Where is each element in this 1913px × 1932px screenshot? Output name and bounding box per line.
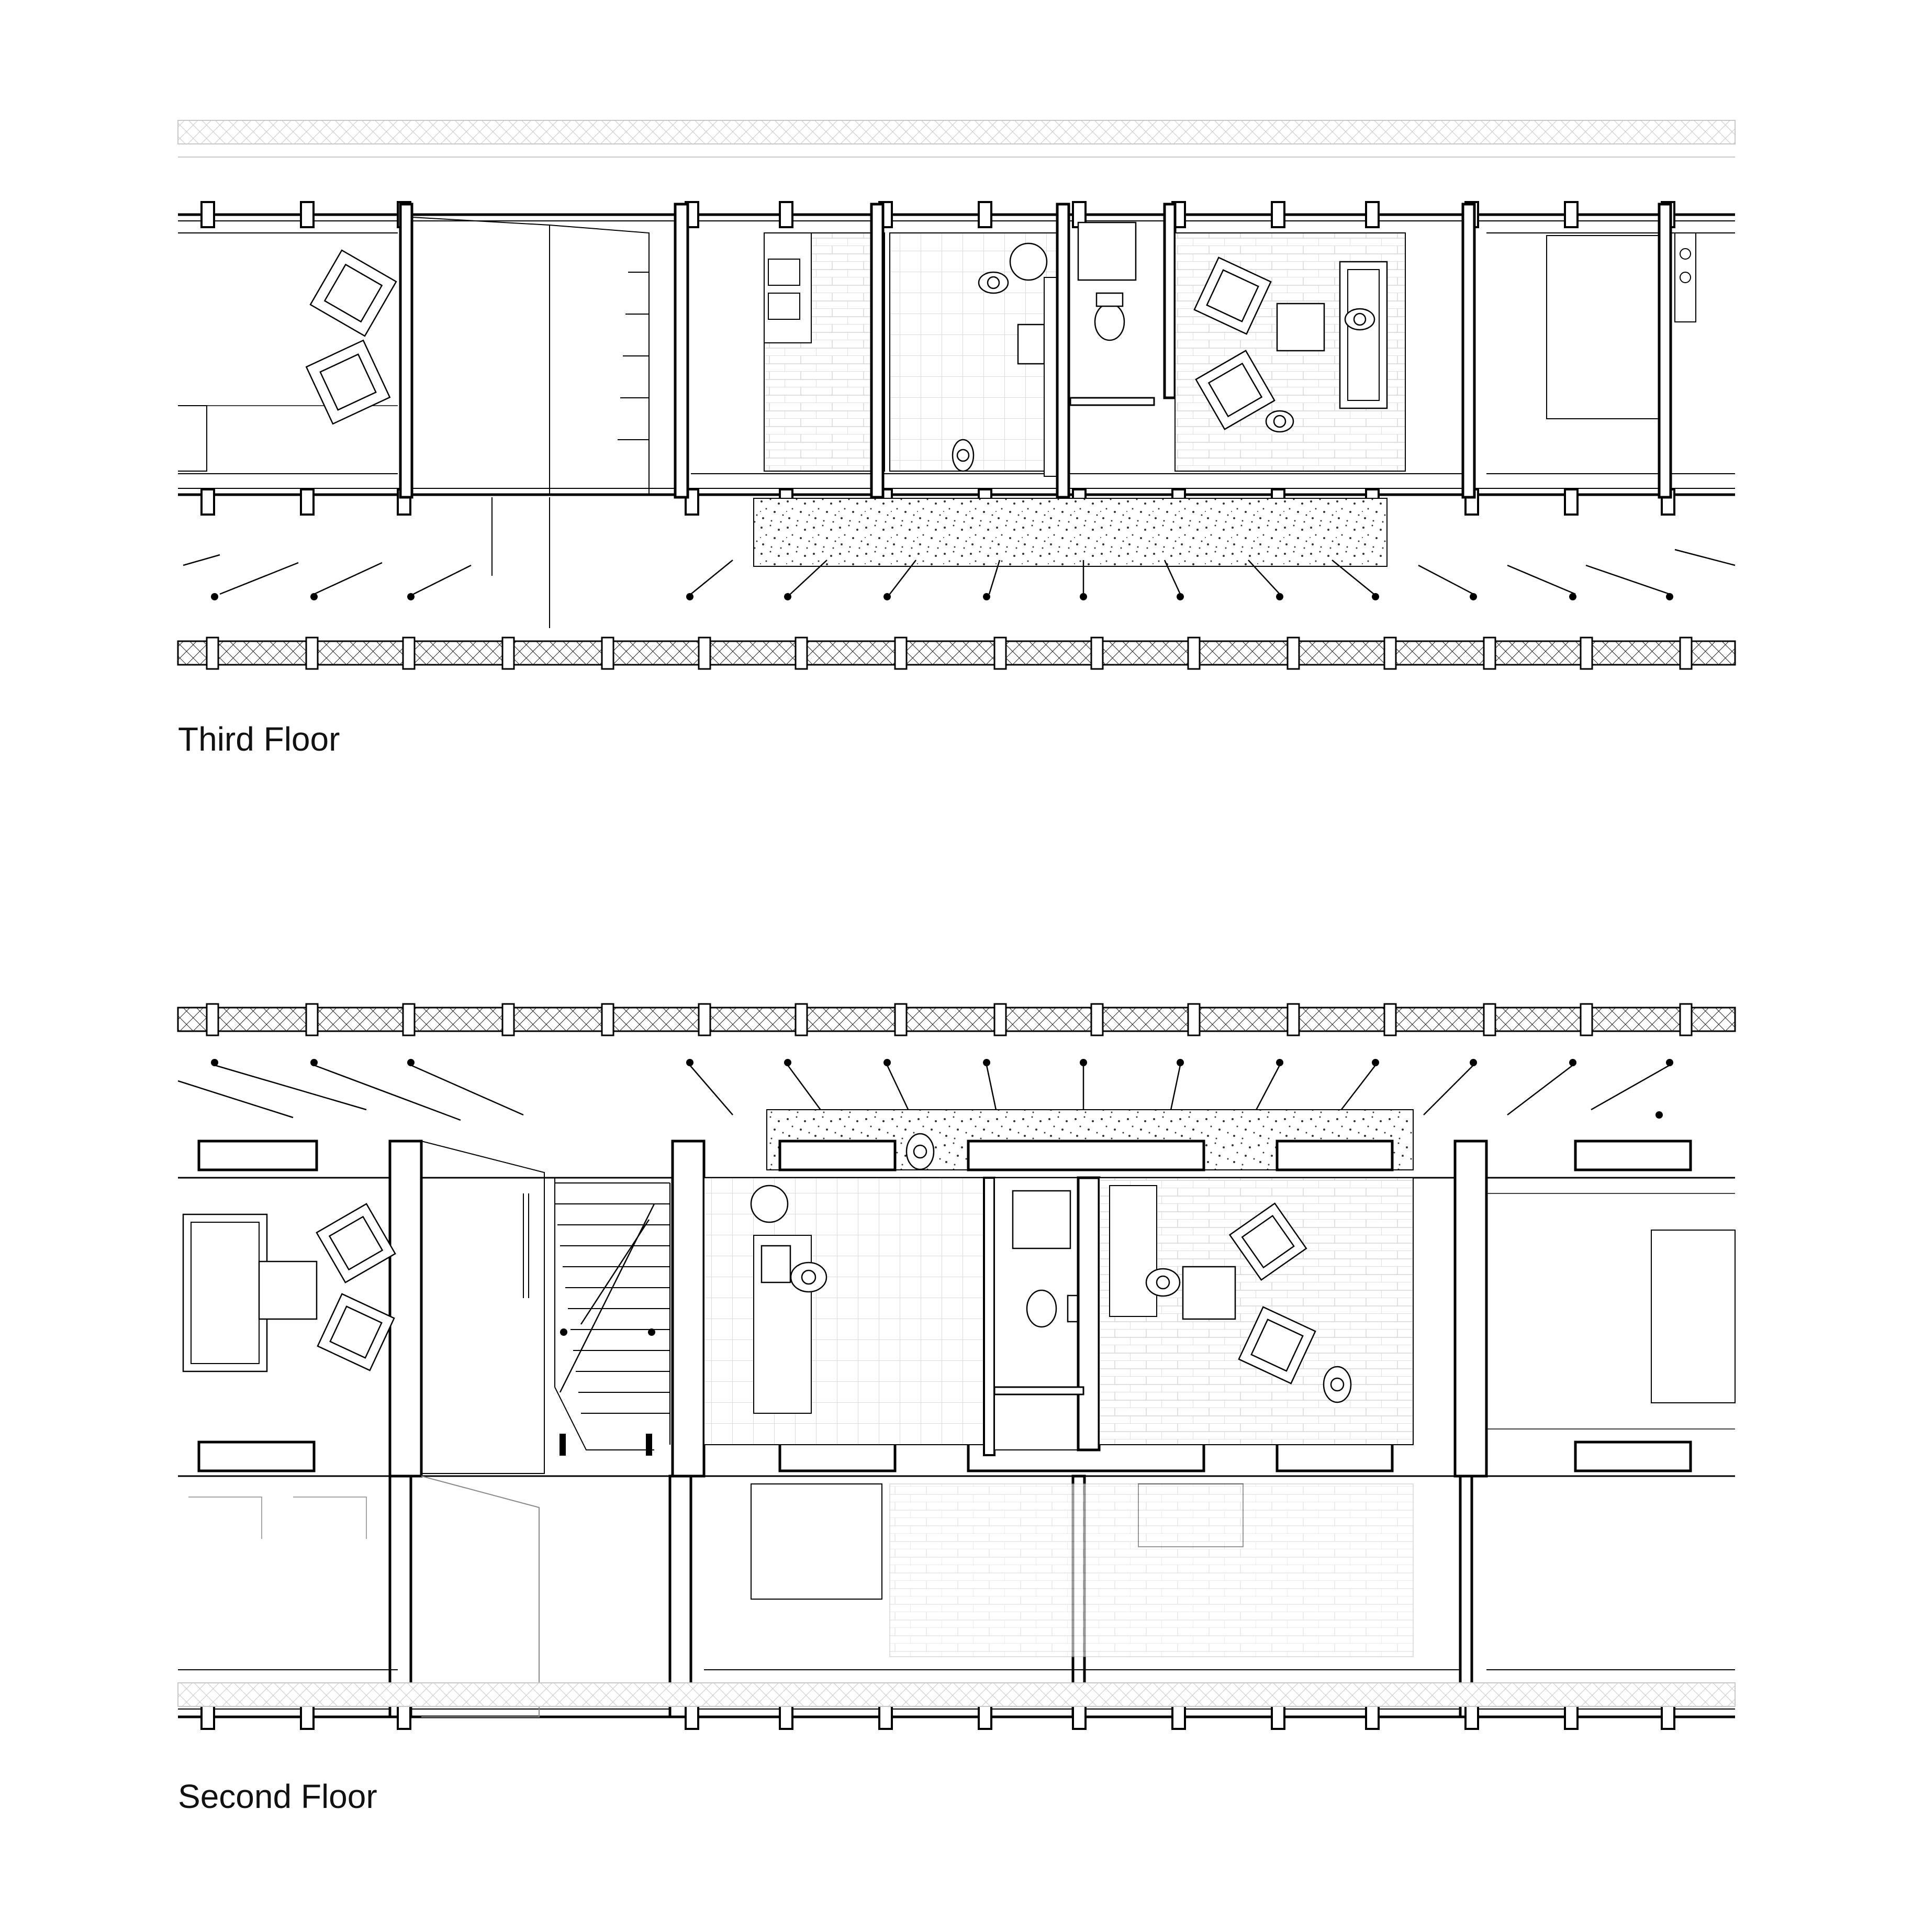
stair-core (412, 204, 688, 628)
third-floor-caption: Third Floor (178, 720, 340, 758)
stair-core (421, 1141, 704, 1476)
third-floor-plan (0, 105, 1913, 680)
right-unit (1547, 204, 1696, 497)
armchair-icon (306, 340, 389, 423)
person-icon (953, 440, 974, 471)
second-floor-plan (0, 984, 1913, 1743)
person-icon (979, 272, 1008, 293)
armchair-icon (318, 1294, 394, 1370)
walkway-grating (178, 638, 1735, 669)
upper-grating-faint (178, 120, 1735, 144)
person-icon (791, 1263, 826, 1292)
table-icon (1183, 1267, 1235, 1319)
left-unit (178, 204, 412, 497)
person-icon (907, 1134, 934, 1169)
sink-icon (762, 1246, 790, 1282)
staircase-treads (555, 1183, 670, 1445)
toilet-icon (1095, 304, 1124, 340)
table-icon (259, 1261, 317, 1319)
anchor-points (211, 593, 1673, 600)
washbasin-icon (1010, 243, 1047, 280)
sofa-icon (183, 1214, 267, 1371)
kitchen-module (704, 1178, 994, 1455)
second-floor-caption: Second Floor (178, 1778, 377, 1815)
sink-icon (1018, 325, 1044, 364)
washbasin-icon (751, 1186, 788, 1222)
person-icon (1146, 1269, 1180, 1296)
walkway-grating (178, 1004, 1735, 1035)
right-unit (1486, 1193, 1735, 1429)
toilet-icon (1027, 1290, 1056, 1327)
bathroom-module (890, 204, 1175, 497)
kitchen-module (764, 204, 885, 497)
living-module (1175, 204, 1474, 497)
second-floor-faint-grating (0, 1675, 1913, 1717)
left-unit (183, 1141, 421, 1476)
person-icon (1266, 411, 1293, 432)
bathroom-module (994, 1178, 1099, 1450)
person-icon (1324, 1367, 1351, 1402)
sofa-icon (1340, 262, 1387, 408)
table-icon (1277, 304, 1324, 351)
gravel-planter (754, 498, 1387, 566)
armchair-icon (310, 250, 396, 336)
person-icon (1345, 309, 1374, 330)
armchair-icon (317, 1204, 395, 1282)
